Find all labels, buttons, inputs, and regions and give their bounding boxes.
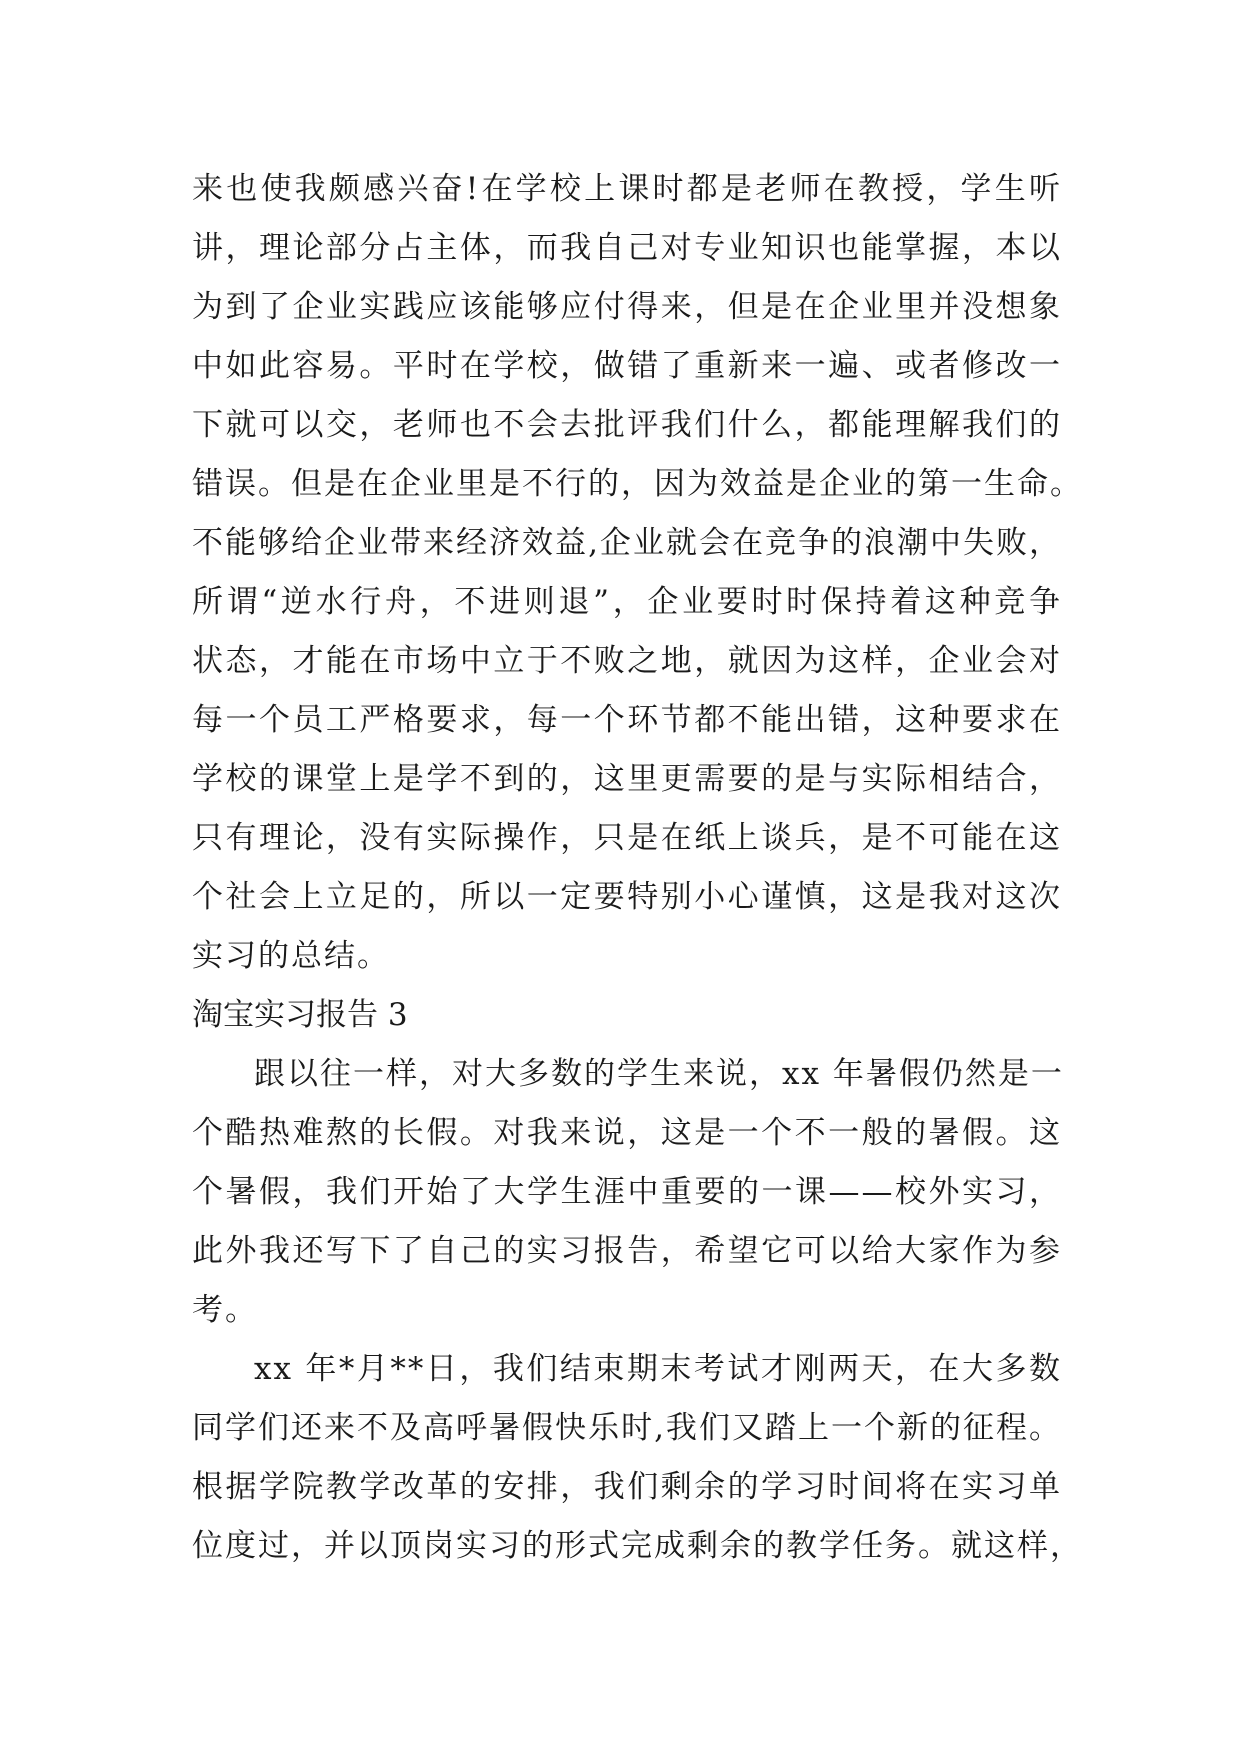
text-line: 为到了企业实践应该能够应付得来，但是在企业里并没想象	[192, 289, 1062, 325]
text-line: 所谓“逆水行舟，不进则退”，企业要时时保持着这种竞争	[192, 584, 1062, 620]
text-line: 个酷热难熬的长假。对我来说，这是一个不一般的暑假。这	[192, 1115, 1062, 1151]
text-line: 只有理论，没有实际操作，只是在纸上谈兵，是不可能在这	[192, 820, 1062, 856]
section-heading: 淘宝实习报告 3	[192, 997, 408, 1033]
text-line: 实习的总结。	[192, 938, 390, 974]
text-line: xx 年*月**日，我们结束期末考试才刚两天，在大多数	[254, 1351, 1062, 1387]
text-line: 中如此容易。平时在学校，做错了重新来一遍、或者修改一	[192, 348, 1062, 384]
text-line: 位度过，并以顶岗实习的形式完成剩余的教学任务。就这样，	[192, 1528, 1083, 1564]
text-line: 每一个员工严格要求，每一个环节都不能出错，这种要求在	[192, 702, 1062, 738]
text-line: 下就可以交，老师也不会去批评我们什么，都能理解我们的	[192, 407, 1062, 443]
text-line: 状态，才能在市场中立于不败之地，就因为这样，企业会对	[192, 643, 1062, 679]
text-line: 个社会上立足的，所以一定要特别小心谨慎，这是我对这次	[192, 879, 1062, 915]
text-line: 个暑假，我们开始了大学生涯中重要的一课——校外实习，	[192, 1174, 1062, 1210]
text-line: 此外我还写下了自己的实习报告，希望它可以给大家作为参	[192, 1233, 1062, 1269]
text-line: 同学们还来不及高呼暑假快乐时,我们又踏上一个新的征程。	[192, 1410, 1062, 1446]
text-line: 学校的课堂上是学不到的，这里更需要的是与实际相结合，	[192, 761, 1062, 797]
text-line: 来也使我颇感兴奋!在学校上课时都是老师在教授，学生听	[192, 171, 1062, 207]
text-line: 讲，理论部分占主体，而我自己对专业知识也能掌握，本以	[192, 230, 1062, 266]
document-page	[192, 160, 1083, 1576]
text-line: 根据学院教学改革的安排，我们剩余的学习时间将在实习单	[192, 1469, 1062, 1505]
text-line: 跟以往一样，对大多数的学生来说，xx 年暑假仍然是一	[254, 1056, 1064, 1092]
text-line: 错误。但是在企业里是不行的，因为效益是企业的第一生命。	[192, 466, 1083, 502]
text-line: 考。	[192, 1292, 258, 1328]
text-line: 不能够给企业带来经济效益,企业就会在竞争的浪潮中失败，	[192, 525, 1062, 561]
